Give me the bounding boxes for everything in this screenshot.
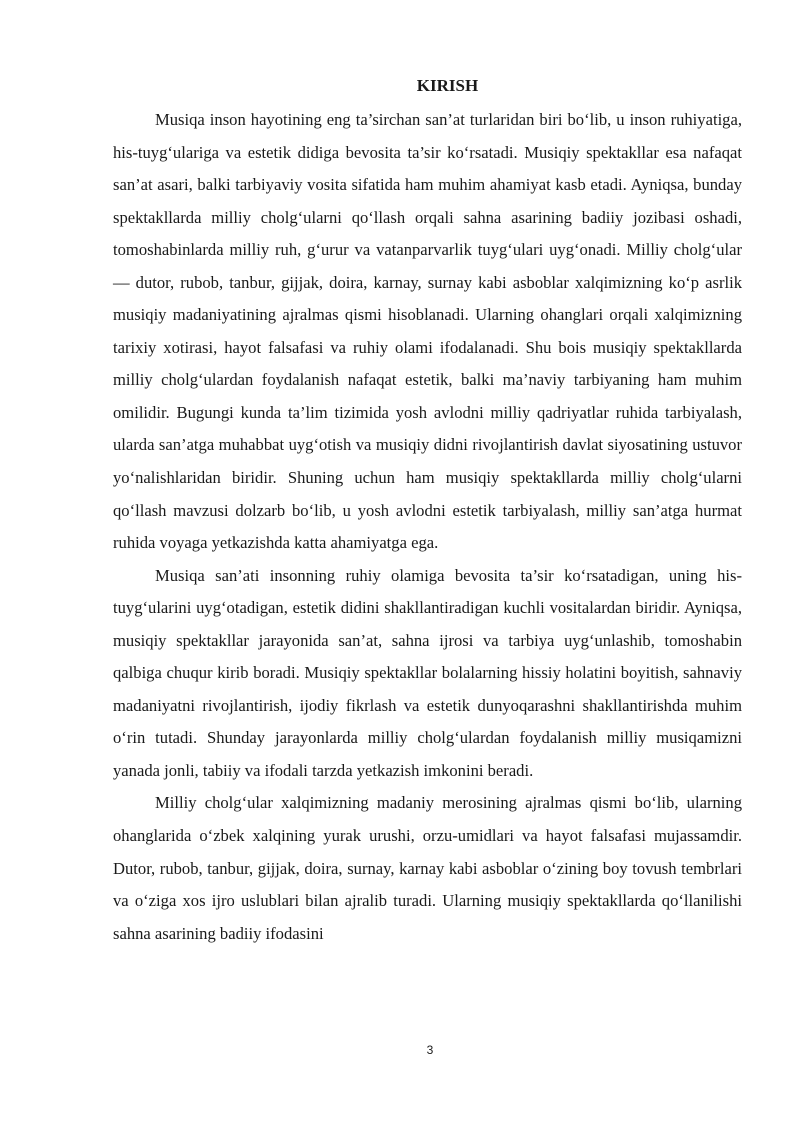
paragraph-1: Musiqa inson hayotining eng ta’sirchan san’at turlaridan biri bo‘lib, u inson ruhiyatiga, his-tuyg‘ulariga va estetik didiga bevosita ta’sir ko‘rsatadi. Musiqiy spektakllar esa nafaqat san’at asari, balki tarbiyaviy vosita sifatida ham muhim ahamiyat kasb etadi. Ayniqsa, bunday spektakllarda milliy cholg‘ularni qo‘llash orqali sahna asarining badiiy jozibasi oshadi, tomoshabinlarda milliy ruh, g‘urur va vatanparvarlik tuyg‘ulari uyg‘onadi. Milliy cholg‘ular — dutor, rubob, tanbur, gijjak, doira, karnay, surnay kabi asboblar xalqimizning ko‘p asrlik musiqiy madaniyatining ajralmas qismi hisoblanadi. Ularning ohanglari orqali xalqimizning tarixiy xotirasi, hayot falsafasi va ruhiy olami ifodalanadi. Shu bois musiqiy spektakllarda milliy cholg‘ulardan foydalanish nafaqat estetik, balki ma’naviy tarbiyaning ham muhim omilidir. Bugungi kunda ta’lim tizimida yosh avlodni milliy qadriyatlar ruhida tarbiyalash, ularda san’atga muhabbat uyg‘otish va musiqiy didni rivojlantirish davlat siyosatining ustuvor yo‘nalishlaridan biridir. Shuning uchun ham musiqiy spektakllarda milliy cholg‘ularni qo‘llash mavzusi dolzarb bo‘lib, u yosh avlodni estetik tarbiyalash, milliy san’atga hurmat ruhida voyaga yetkazishda katta ahamiyatga ega. (113, 110, 742, 553)
page-number: 3 (426, 1043, 434, 1057)
document-page (113, 72, 742, 950)
paragraph-3: Milliy cholg‘ular xalqimizning madaniy merosining ajralmas qismi bo‘lib, ularning ohanglarida o‘zbek xalqining yurak urushi, orzu-umidlari va hayot falsafasi mujassamdir. Dutor, rubob, tanbur, gijjak, doira, surnay, karnay kabi asboblar o‘zining boy tovush tembrlari va o‘ziga xos ijro uslublari bilan ajralib turadi. Ularning musiqiy spektakllarda qo‘llanilishi sahna asarining badiiy ifodasini (113, 793, 742, 943)
paragraph-2: Musiqa san’ati insonning ruhiy olamiga bevosita ta’sir ko‘rsatadigan, uning his-tuyg‘ularini uyg‘otadigan, estetik didini shakllantiradigan kuchli vositalardan biridir. Ayniqsa, musiqiy spektakllar jarayonida san’at, sahna ijrosi va tarbiya uyg‘unlashib, tomoshabin qalbiga chuqur kirib boradi. Musiqiy spektakllar bolalarning hissiy holatini boyitish, sahnaviy madaniyatni rivojlantirish, ijodiy fikrlash va estetik dunyoqarashni shakllantirishda muhim o‘rin tutadi. Shunday jarayonlarda milliy cholg‘ulardan foydalanish milliy musiqamizni yanada jonli, tabiiy va ifodali tarzda yetkazish imkonini beradi. (113, 565, 742, 780)
section-title: KIRISH (416, 76, 479, 95)
